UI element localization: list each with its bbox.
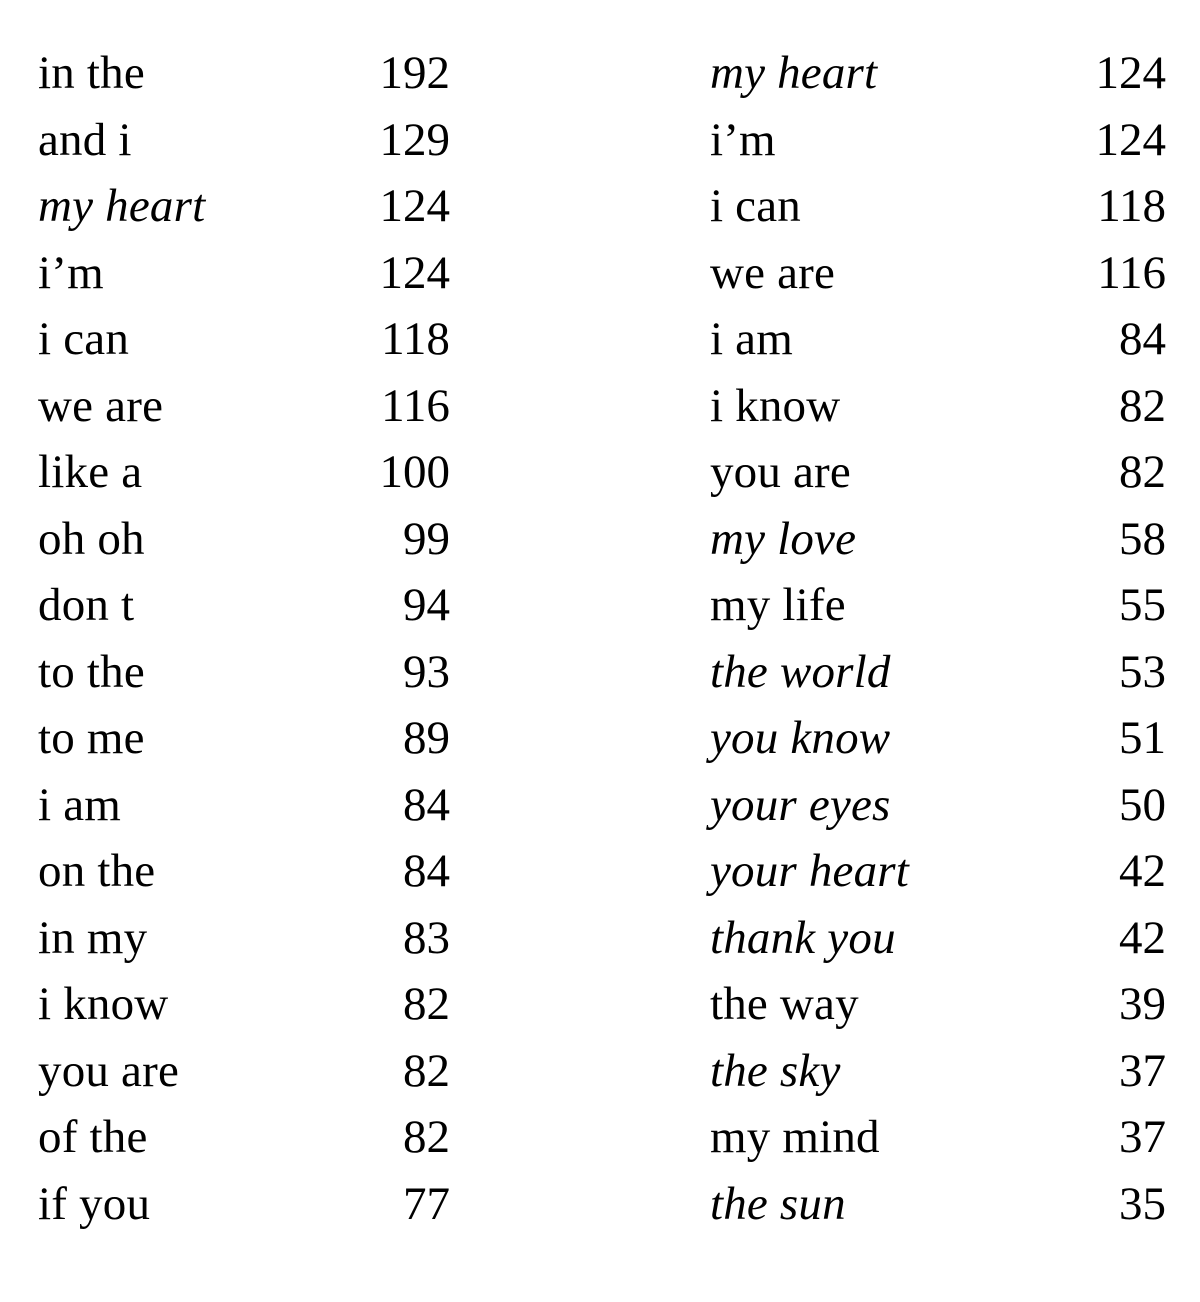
term-label: the sun: [709, 1177, 846, 1230]
term-label: like a: [38, 446, 143, 498]
term-label: i’m: [38, 246, 104, 299]
term-label: thank you: [709, 911, 896, 964]
term-label: i can: [38, 313, 130, 365]
count-value: 42: [1119, 911, 1166, 964]
table-row: [710, 506, 1166, 573]
table-row: [38, 639, 450, 706]
count-value: 116: [381, 379, 450, 432]
table-row: [710, 905, 1166, 972]
table-row: [38, 1171, 450, 1238]
count-value: 77: [402, 1177, 450, 1230]
term-label: your eyes: [709, 778, 891, 831]
term-label: the way: [709, 978, 859, 1030]
term-label: oh oh: [38, 512, 145, 565]
term-label: i’m: [709, 113, 776, 166]
term-label: the world: [709, 645, 891, 698]
term-label: my heart: [38, 180, 206, 232]
count-value: 82: [402, 978, 450, 1030]
count-value: 99: [402, 512, 450, 565]
table-row: [710, 40, 1166, 107]
count-value: 124: [379, 180, 450, 232]
table-row: [710, 1038, 1166, 1105]
term-label: in my: [38, 911, 148, 964]
count-value: 124: [1095, 47, 1166, 99]
count-value: 42: [1119, 845, 1166, 897]
term-label: my love: [709, 512, 857, 565]
term-label: if you: [38, 1177, 151, 1230]
count-value: 84: [402, 845, 450, 897]
count-value: 124: [379, 246, 450, 299]
table-row: [710, 439, 1166, 506]
count-value: 35: [1119, 1177, 1166, 1230]
term-label: in the: [38, 47, 145, 99]
term-label: i can: [709, 180, 801, 232]
table-row: [38, 1038, 450, 1105]
count-value: 84: [402, 778, 450, 831]
count-value: 58: [1119, 512, 1166, 565]
table-row: [38, 40, 450, 107]
table-row: [38, 373, 450, 440]
count-value: 37: [1119, 1111, 1166, 1163]
term-label: the sky: [709, 1044, 841, 1097]
count-value: 100: [379, 446, 450, 498]
count-value: 118: [381, 313, 450, 365]
term-label: we are: [38, 379, 164, 432]
count-value: 82: [402, 1044, 450, 1097]
table-row: [38, 838, 450, 905]
count-value: 51: [1119, 712, 1166, 764]
term-label: my mind: [709, 1111, 880, 1163]
term-label: my heart: [709, 47, 878, 99]
table-row: [710, 772, 1166, 839]
table-row: [710, 971, 1166, 1038]
right-column: [710, 40, 1166, 1237]
count-value: 124: [1095, 113, 1166, 166]
table-row: [710, 107, 1166, 174]
table-row: [38, 306, 450, 373]
count-value: 192: [379, 47, 450, 99]
count-value: 84: [1119, 313, 1166, 365]
count-value: 53: [1119, 645, 1166, 698]
count-value: 118: [1097, 180, 1166, 232]
table-row: [710, 838, 1166, 905]
count-value: 94: [402, 579, 450, 631]
table-row: [710, 639, 1166, 706]
count-value: 116: [1097, 246, 1166, 299]
table-row: [38, 173, 450, 240]
count-value: 129: [379, 113, 450, 166]
term-label: of the: [38, 1111, 148, 1163]
table-row: [38, 971, 450, 1038]
count-value: 50: [1119, 778, 1166, 831]
count-value: 82: [1119, 446, 1166, 498]
term-label: to the: [38, 645, 145, 698]
count-value: 89: [402, 712, 450, 764]
count-value: 39: [1119, 978, 1166, 1030]
term-label: we are: [709, 246, 836, 299]
table-row: [38, 240, 450, 307]
table-row: [38, 506, 450, 573]
term-label: i am: [709, 313, 793, 365]
table-row: [710, 240, 1166, 307]
term-label: you are: [709, 446, 851, 498]
table-row: [710, 373, 1166, 440]
count-value: 82: [1119, 379, 1166, 432]
table-row: [710, 306, 1166, 373]
term-label: you know: [709, 712, 891, 764]
table-row: [38, 572, 450, 639]
table-row: [710, 705, 1166, 772]
table-row: [38, 772, 450, 839]
table-row: [710, 1104, 1166, 1171]
table-row: [710, 572, 1166, 639]
term-label: to me: [38, 712, 145, 764]
table-row: [38, 705, 450, 772]
term-label: don t: [38, 579, 135, 631]
term-label: my life: [709, 579, 846, 631]
count-value: 37: [1119, 1044, 1166, 1097]
count-value: 55: [1119, 579, 1166, 631]
term-label: i know: [709, 379, 841, 432]
term-label: your heart: [709, 845, 910, 897]
table-row: [38, 107, 450, 174]
table-row: [710, 1171, 1166, 1238]
term-label: i know: [38, 978, 169, 1030]
count-value: 93: [402, 645, 450, 698]
term-label: and i: [38, 113, 132, 166]
count-value: 82: [402, 1111, 450, 1163]
table-row: [38, 905, 450, 972]
table-row: [38, 1104, 450, 1171]
count-value: 83: [402, 911, 450, 964]
table-row: [710, 173, 1166, 240]
table-row: [38, 439, 450, 506]
term-label: you are: [38, 1044, 180, 1097]
term-label: on the: [38, 845, 156, 897]
term-label: i am: [38, 778, 122, 831]
left-column: [38, 40, 450, 1237]
